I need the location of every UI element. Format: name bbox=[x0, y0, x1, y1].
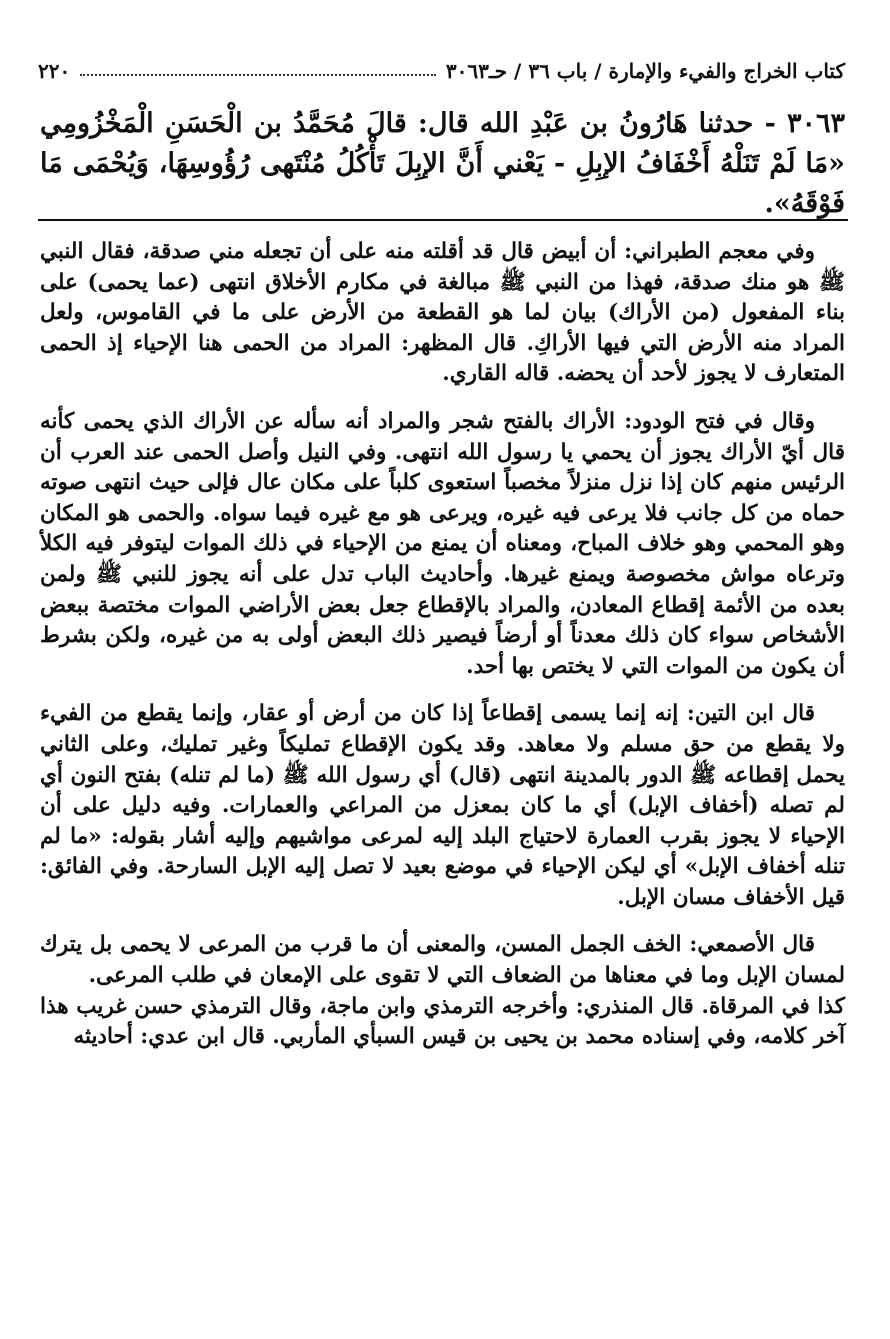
hadith-text: ٣٠٦٣ - حدثنا هَارُونُ بن عَبْدِ الله قال: قالَ مُحَمَّدُ بن الْحَسَنِ الْمَخْزُومِي «مَا لَمْ تَنَلْهُ أَخْفَافُ الإبِلِ - يَعْني أَنَّ الإبِلَ تَأْكُلُ مُنْتَهى رُؤُوسِهَا، وَيُحْمَى مَا فَوْقَهُ». bbox=[40, 108, 845, 219]
commentary-paragraph: وفي معجم الطبراني: أن أبيض قال قد أقلته منه على أن تجعله مني صدقة، فقال النبي ﷺ هو منك صدقة، فهذا من النبي ﷺ مبالغة في مكارم الأخلاق انتهى (عما يحمى) على بناء المفعول (من الأراك) بيان لما هو القطعة من الأرض على ما في القاموس، ولعل المراد منه الأرض التي فيها الأراكِ. قال المظهر: المراد من الحمى هنا الإحياء إذ الحمى المتعارف لا يجوز لأحد أن يحضه. قاله القاري. bbox=[40, 239, 845, 387]
commentary-paragraph: وقال في فتح الودود: الأراك بالفتح شجر والمراد أنه سأله عن الأراك الذي يحمى كأنه قال أيّ الأراك يجوز أن يحمي يا رسول الله انتهى. وفي النيل وأصل الحمى عند العرب أن الرئيس منهم كان إذا نزل منزلاً مخصباً استعوى كلباً على مكان عال فإلى حيث انتهى صوته حماه من كل جانب فلا يرعى فيه غيره، ويرعى هو مع غيره فيما سواه. والحمى هو المكان وهو المحمي وهو خلاف المباح، ومعناه أن يمنع من الإحياء في ذلك الموات ليتوفر فيه الكلأ وترعاه مواش مخصوصة ويمنع غيرها. وأحاديث الباب تدل على أنه يجوز للنبي ﷺ ولمن بعده من الأئمة إقطاع المعادن، والمراد بالإقطاع جعل بعض الأراضي الموات مختصة ببعض الأشخاص سواء كان ذلك معدناً أو أرضاً فيصير ذلك البعض أولى به من غيره، ولكن بشرط أن يكون من الموات التي لا يختص بها أحد. bbox=[40, 408, 845, 679]
separator-rule bbox=[38, 219, 848, 221]
commentary-paragraph: قال الأصمعي: الخف الجمل المسن، والمعنى أن ما قرب من المرعى لا يحمى بل يترك لمسان الإبل وما في معناها من الضعاف التي لا تقوى على الإمعان في طلب المرعى. bbox=[40, 932, 845, 989]
leader-dots bbox=[80, 66, 436, 76]
commentary-paragraph: قال ابن التين: إنه إنما يسمى إقطاعاً إذا كان من أرض أو عقار، وإنما يقطع من الفيء ولا يقطع من حق مسلم ولا معاهد. وقد يكون الإقطاع تمليكاً وغير تمليك، وعلى الثاني يحمل إقطاعه ﷺ الدور بالمدينة انتهى (قال) أي رسول الله ﷺ (ما لم تنله) بفتح النون أي لم تصله (أخفاف الإبل) أي ما كان بمعزل من المراعي والعمارات. وفيه دليل على أن الإحياء لا يجوز بقرب العمارة لاحتياج البلد إليه لمرعى مواشيهم وإليه أشار بقوله: «ما لم تنله أخفاف الإبل» أي ليكن الإحياء في موضع بعيد لا تصل إليه الإبل السارحة. وفي الفائق: قيل الأخفاف مسان الإبل. bbox=[40, 701, 845, 910]
page-header bbox=[38, 56, 845, 86]
commentary bbox=[40, 237, 845, 1070]
page-number: ٢٢٠ bbox=[38, 59, 71, 83]
running-title: كتاب الخراج والفيء والإمارة / باب ٣٦ / حـ٣٠٦٣ bbox=[445, 59, 845, 83]
commentary-paragraph: كذا في المرقاة. قال المنذري: وأخرجه الترمذي وابن ماجة، وقال الترمذي حسن غريب هذا آخر كلامه، وفي إسناده محمد بن يحيى بن قيس السبأي المأربي. قال ابن عدي: أحاديثه bbox=[40, 993, 845, 1050]
